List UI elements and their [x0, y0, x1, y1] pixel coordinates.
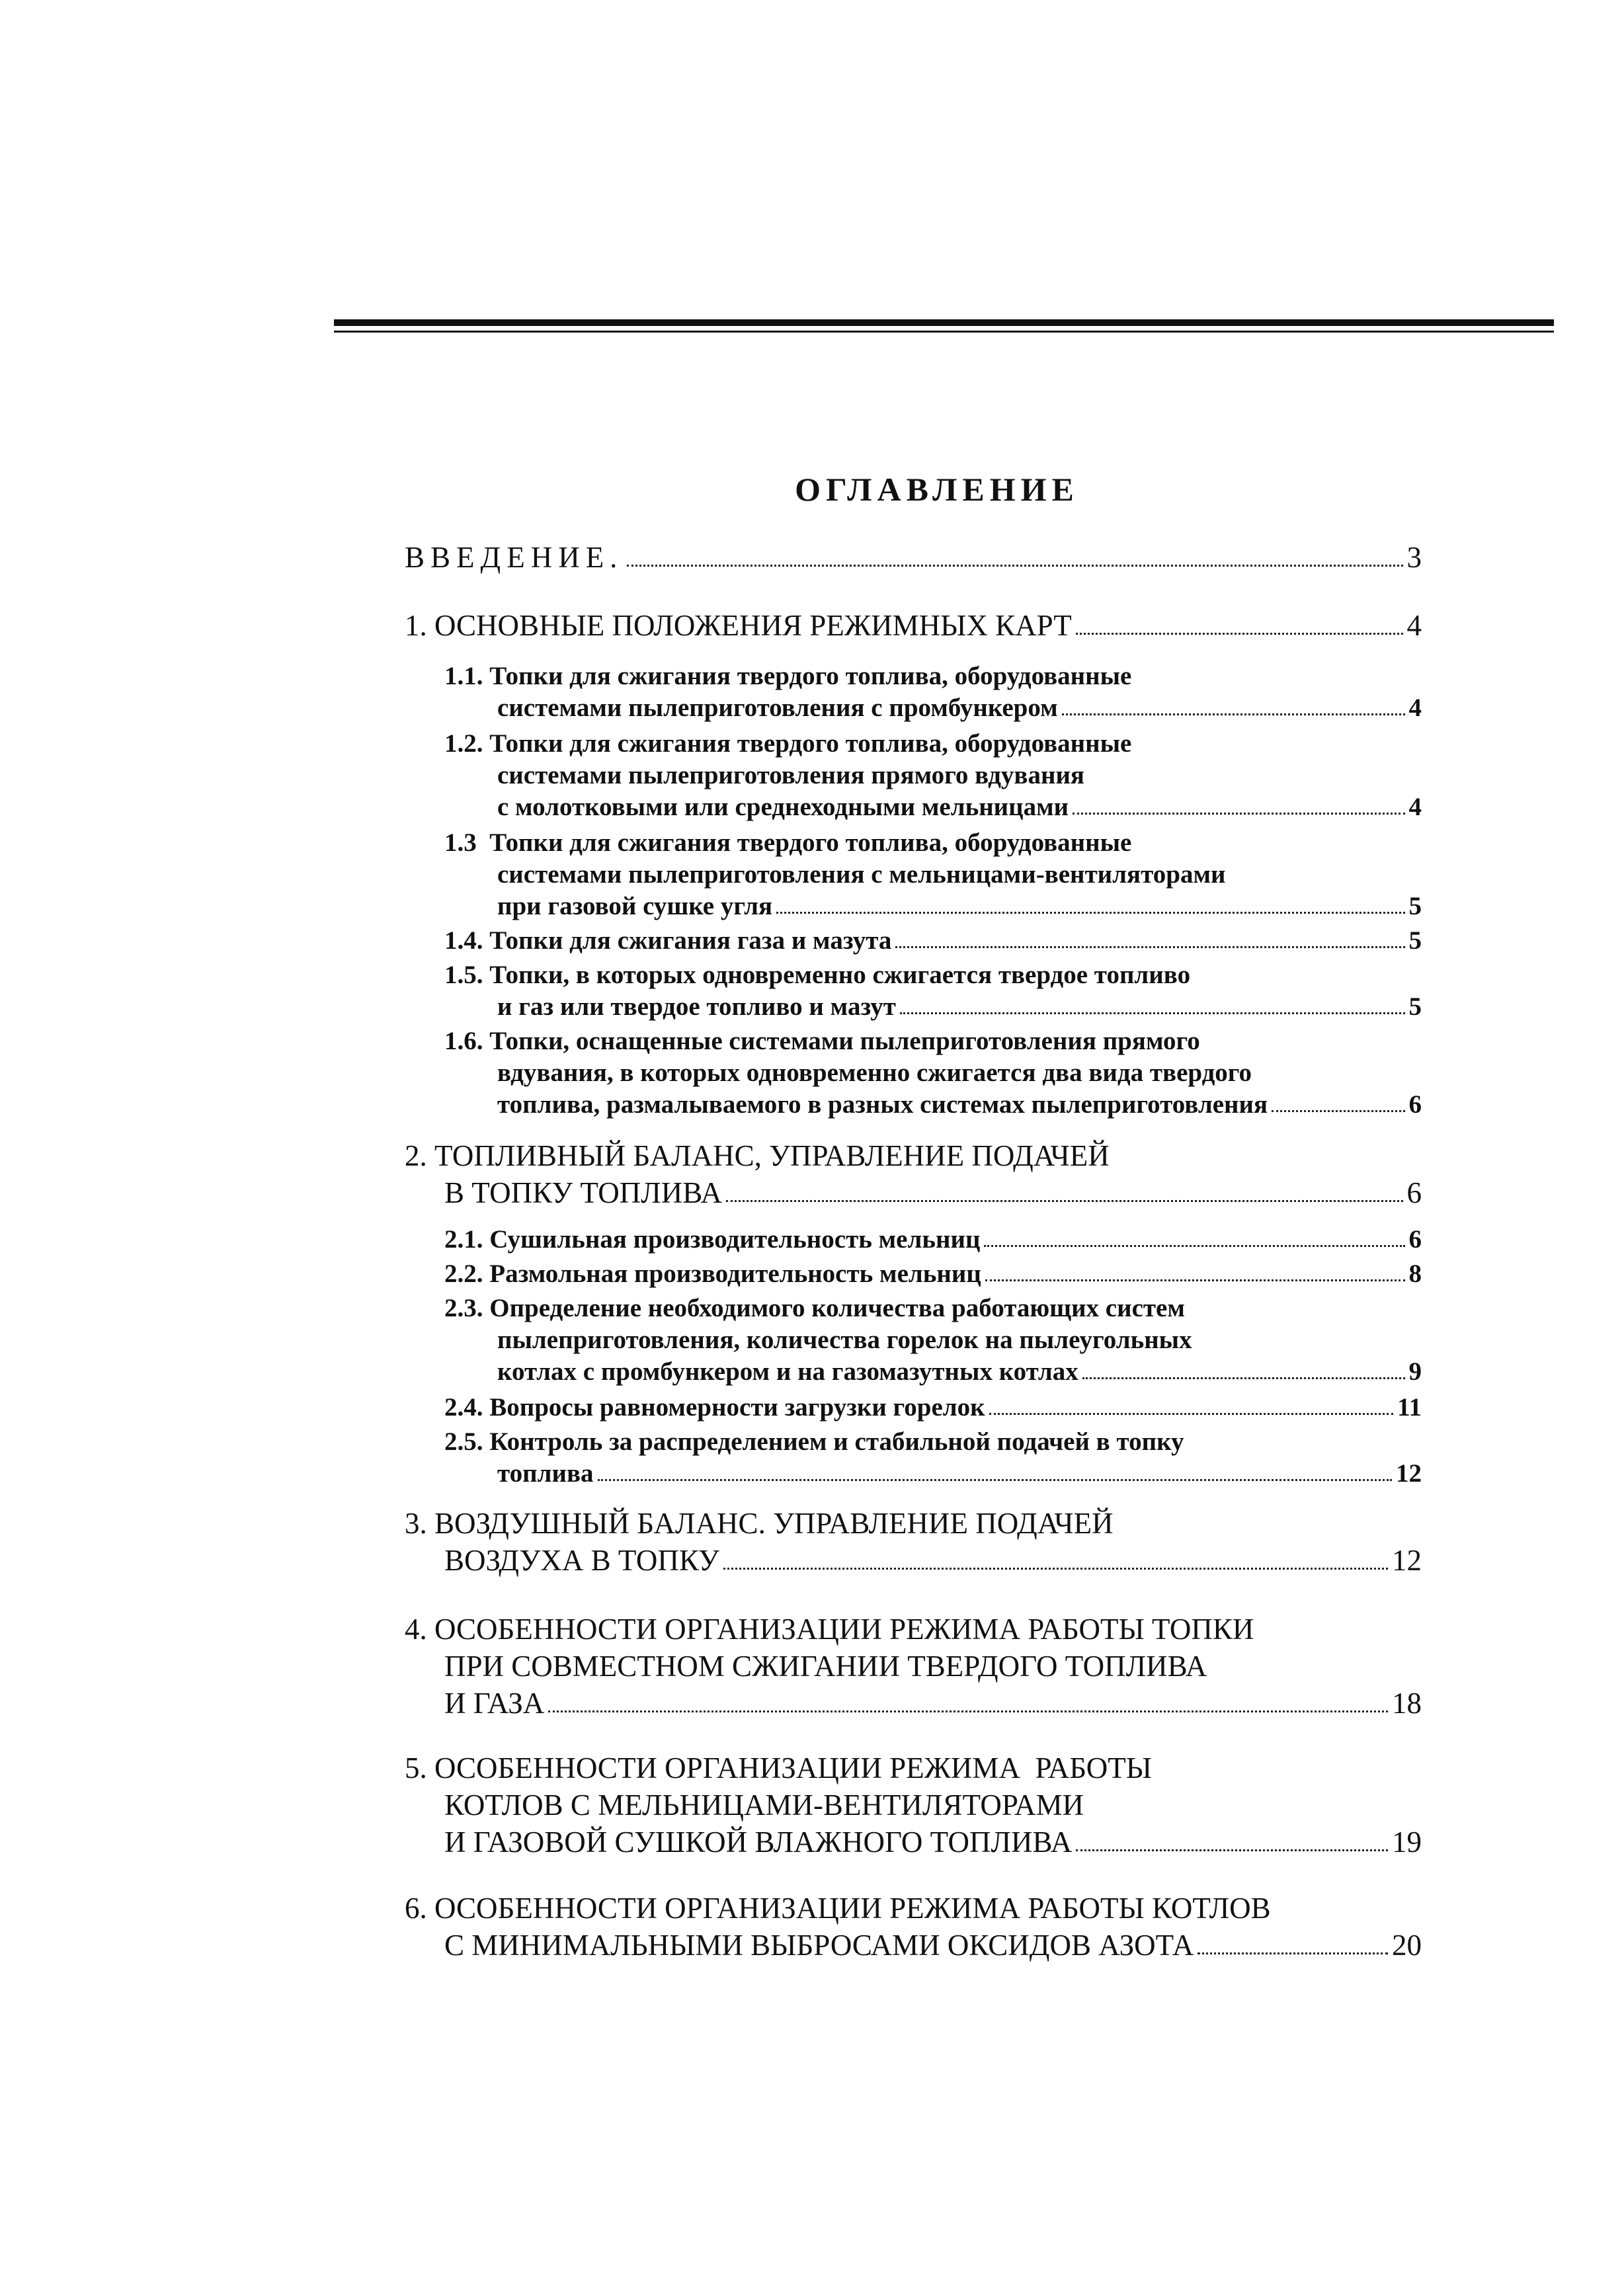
toc-entry-section-2[interactable] [444, 1174, 1422, 1211]
toc-entry-label: при газовой сушке угля [497, 892, 773, 920]
dot-leader [1062, 713, 1405, 715]
toc-entry-intro[interactable] [405, 539, 1422, 576]
toc-page-number: 6 [1406, 1176, 1422, 1209]
dot-leader [985, 1279, 1405, 1281]
toc-page-number: 4 [1408, 694, 1422, 722]
dot-leader [598, 1478, 1392, 1481]
toc-entry-2-5[interactable] [497, 1457, 1422, 1490]
toc-entry-1-2-line-2: системами пылеприготовления прямого вдувания [497, 761, 1085, 789]
toc-entry-label: 1.4. Топки для сжигания газа и мазута [444, 926, 892, 955]
dot-leader [984, 1244, 1404, 1247]
toc-entry-section-4-line-1: 4. ОСОБЕННОСТИ ОРГАНИЗАЦИИ РЕЖИМА РАБОТЫ ТОПКИ [405, 1613, 1254, 1646]
toc-entry-label: 2.2. Размольная производительность мельниц [444, 1260, 981, 1288]
toc-entry-label: ВОЗДУХА В ТОПКУ [444, 1544, 719, 1577]
toc-entry-section-1[interactable] [405, 607, 1422, 644]
top-rule-thin [334, 331, 1554, 333]
toc-entry-section-6[interactable] [444, 1927, 1422, 1964]
toc-entry-2-4[interactable] [444, 1391, 1422, 1424]
dot-leader [1082, 1377, 1405, 1379]
toc-entry-1-1-line-1: 1.1. Топки для сжигания твердого топлива, оборудованные [444, 662, 1132, 690]
toc-entry-label: с молотковыми или среднеходными мельницами [497, 793, 1069, 821]
toc-entry-label: 2.4. Вопросы равномерности загрузки горелок [444, 1393, 985, 1422]
toc-entry-1-2[interactable] [497, 791, 1422, 824]
dot-leader [1076, 1849, 1388, 1851]
dot-leader [989, 1412, 1393, 1415]
toc-entry-1-6-line-2: вдувания, в которых одновременно сжигается два вида твердого [497, 1059, 1252, 1087]
dot-leader [1076, 632, 1403, 635]
toc-page-number: 3 [1406, 541, 1422, 574]
page-title: ОГЛАВЛЕНИЕ [795, 471, 1079, 508]
toc-entry-section-2-line-1: 2. ТОПЛИВНЫЙ БАЛАНС, УПРАВЛЕНИЕ ПОДАЧЕЙ [405, 1139, 1110, 1172]
toc-entry-2-1[interactable] [444, 1223, 1422, 1256]
toc-entry-section-4-line-2: ПРИ СОВМЕСТНОМ СЖИГАНИИ ТВЕРДОГО ТОПЛИВА [444, 1650, 1207, 1683]
toc-entry-2-5-line-1: 2.5. Контроль за распределением и стабильной подачей в топку [444, 1427, 1184, 1456]
toc-entry-label: 1. ОСНОВНЫЕ ПОЛОЖЕНИЯ РЕЖИМНЫХ КАРТ [405, 609, 1072, 642]
toc-entry-label: С МИНИМАЛЬНЫМИ ВЫБРОСАМИ ОКСИДОВ АЗОТА [444, 1929, 1194, 1962]
toc-entry-label: 2.1. Сушильная производительность мельниц [444, 1225, 981, 1254]
dot-leader [895, 945, 1404, 948]
toc-page-number: 5 [1408, 892, 1422, 920]
toc-entry-2-3-line-1: 2.3. Определение необходимого количества работающих систем [444, 1294, 1185, 1322]
toc-entry-label: В ТОПКУ ТОПЛИВА [444, 1176, 722, 1209]
toc-page-number: 6 [1408, 1090, 1422, 1119]
toc-page-number: 19 [1392, 1826, 1422, 1859]
toc-entry-section-5-line-2: КОТЛОВ С МЕЛЬНИЦАМИ-ВЕНТИЛЯТОРАМИ [444, 1788, 1084, 1822]
toc-entry-label: топлива [497, 1459, 594, 1488]
toc-page-number: 12 [1392, 1544, 1422, 1577]
toc-entry-label: котлах с промбункером и на газомазутных котлах [497, 1357, 1078, 1386]
toc-entry-1-6-line-1: 1.6. Топки, оснащенные системами пылеприготовления прямого [444, 1027, 1200, 1055]
toc-entry-section-6-line-1: 6. ОСОБЕННОСТИ ОРГАНИЗАЦИИ РЕЖИМА РАБОТЫ КОТЛОВ [405, 1892, 1271, 1925]
toc-entry-section-5-line-1: 5. ОСОБЕННОСТИ ОРГАНИЗАЦИИ РЕЖИМА РАБОТЫ [405, 1751, 1152, 1785]
toc-page-number: 4 [1406, 609, 1422, 642]
toc-entry-2-2[interactable] [444, 1258, 1422, 1291]
toc-page-number: 6 [1408, 1225, 1422, 1254]
toc-entry-label: И ГАЗОВОЙ СУШКОЙ ВЛАЖНОГО ТОПЛИВА [444, 1826, 1073, 1859]
toc-entry-1-1[interactable] [497, 692, 1422, 725]
toc-page-number: 11 [1397, 1393, 1422, 1422]
dot-leader [776, 911, 1404, 914]
toc-entry-2-3-line-2: пылеприготовления, количества горелок на пылеугольных [497, 1326, 1192, 1354]
toc-entry-1-3-line-2: системами пылеприготовления с мельницами-вентиляторами [497, 860, 1226, 889]
toc-entry-label: и газ или твердое топливо и мазут [497, 992, 896, 1021]
toc-entry-1-3-line-1: 1.3 Топки для сжигания твердого топлива, оборудованные [444, 828, 1132, 857]
toc-entry-section-4[interactable] [444, 1685, 1422, 1722]
toc-entry-label: топлива, размалываемого в разных системах пылеприготовления [497, 1090, 1268, 1119]
toc-page-number: 4 [1408, 793, 1422, 821]
toc-entry-1-5[interactable] [497, 990, 1422, 1024]
toc-page-number: 20 [1392, 1929, 1422, 1962]
dot-leader [900, 1012, 1405, 1014]
toc-entry-1-2-line-1: 1.2. Топки для сжигания твердого топлива, оборудованные [444, 729, 1132, 758]
toc-entry-label: И ГАЗА [444, 1687, 545, 1720]
dot-leader [1198, 1952, 1388, 1954]
toc-entry-section-3-line-1: 3. ВОЗДУШНЫЙ БАЛАНС. УПРАВЛЕНИЕ ПОДАЧЕЙ [405, 1507, 1114, 1540]
toc-page-number: 18 [1392, 1687, 1422, 1720]
toc-entry-section-5[interactable] [444, 1824, 1422, 1861]
dot-leader [627, 564, 1402, 567]
dot-leader [723, 1567, 1388, 1570]
toc-page-number: 9 [1408, 1357, 1422, 1386]
toc-page-number: 5 [1408, 926, 1422, 955]
dot-leader [726, 1199, 1403, 1202]
toc-entry-section-3[interactable] [444, 1542, 1422, 1579]
toc-page-number: 5 [1408, 992, 1422, 1021]
toc-entry-2-3[interactable] [497, 1355, 1422, 1388]
toc-entry-label: ВВЕДЕНИЕ. [405, 541, 624, 574]
toc-entry-1-3[interactable] [497, 890, 1422, 923]
toc-page-number: 12 [1396, 1459, 1422, 1488]
dot-leader [1073, 812, 1404, 815]
top-rule-thick [334, 319, 1554, 326]
toc-entry-label: системами пылеприготовления с промбункером [497, 694, 1058, 722]
dot-leader [1272, 1109, 1404, 1112]
toc-entry-1-5-line-1: 1.5. Топки, в которых одновременно сжигается твердое топливо [444, 961, 1191, 989]
toc-page-number: 8 [1408, 1260, 1422, 1288]
toc-entry-1-4[interactable] [444, 924, 1422, 957]
toc-entry-1-6[interactable] [497, 1088, 1422, 1121]
dot-leader [548, 1710, 1388, 1712]
